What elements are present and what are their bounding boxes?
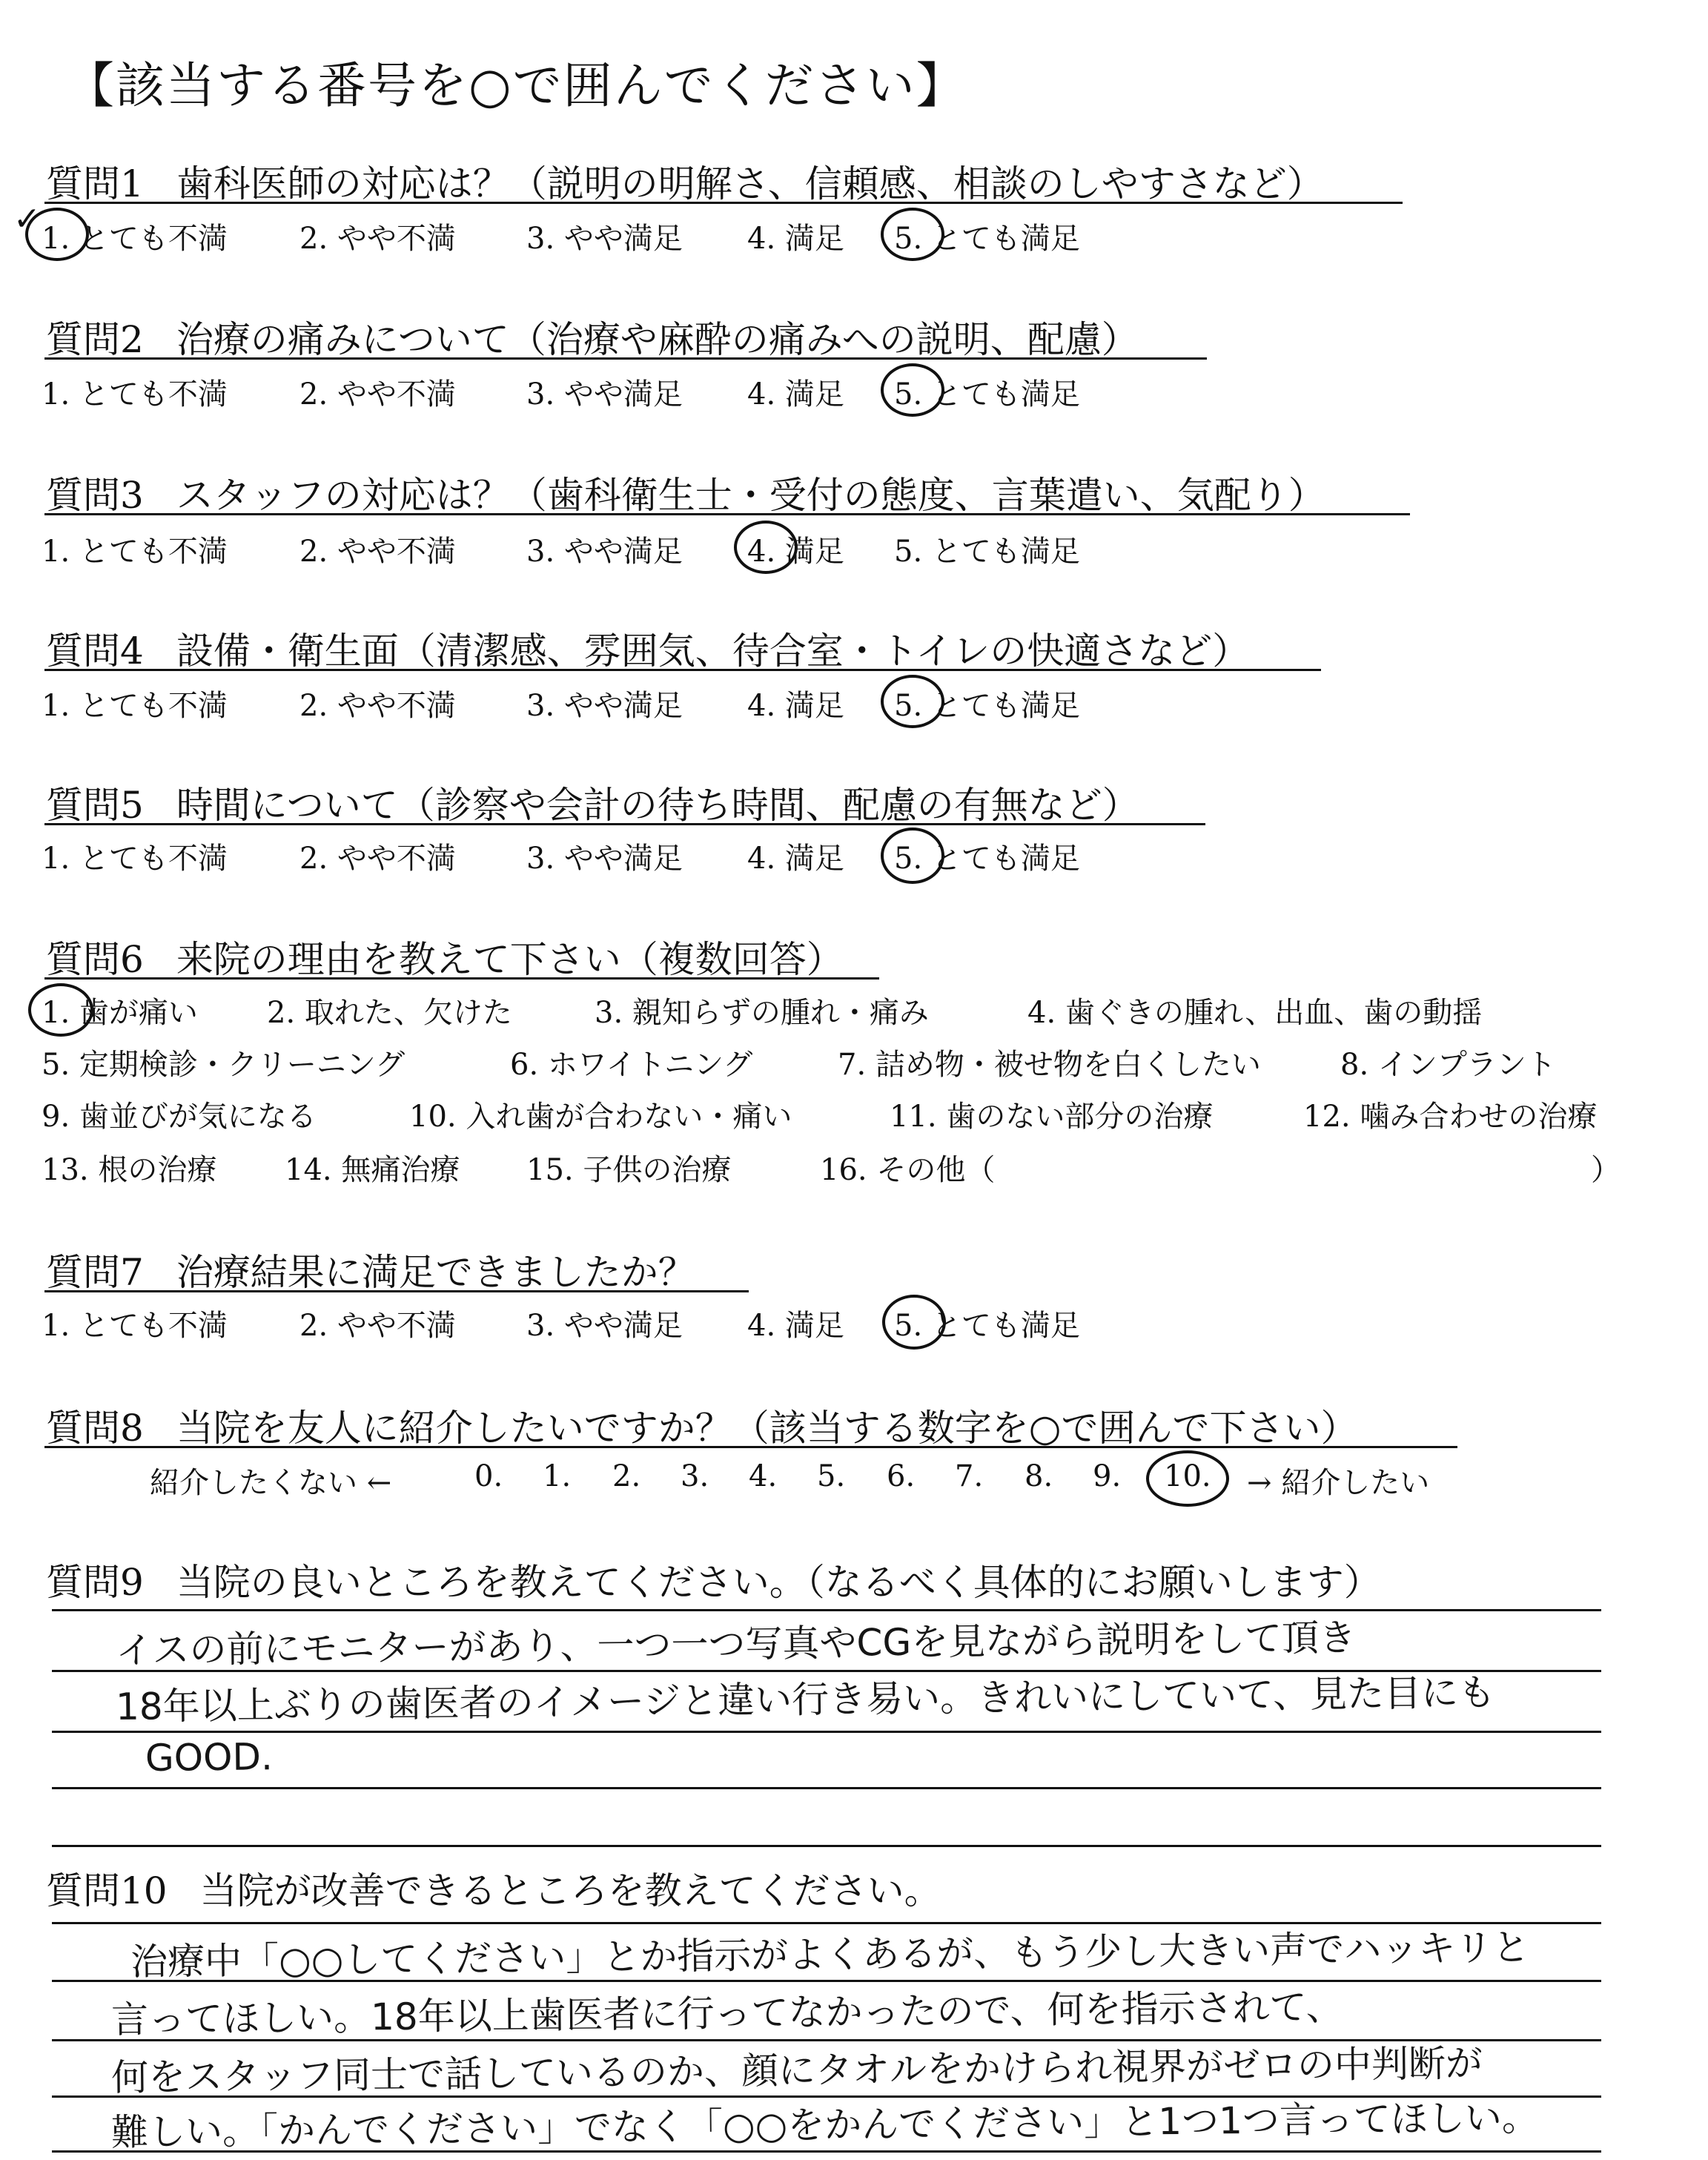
question-5-text: 時間について（診察や会計の待ち時間、配慮の有無など） [176, 784, 1139, 827]
question-8-text: 当院を友人に紹介したいですか？（該当する数字を○で囲んで下さい） [176, 1407, 1358, 1450]
q3-circle-4 [734, 521, 798, 574]
question-4-text: 設備・衛生面（清潔感、雰囲気、待合室・トイレの快適さなど） [176, 630, 1250, 673]
q2-option-1[interactable]: 1. とても不満 [42, 377, 228, 412]
q1-option-3[interactable]: 3. やや満足 [526, 222, 683, 256]
q5-option-5[interactable]: 5. とても満足 [894, 842, 1080, 876]
q1-circle-1 [25, 208, 89, 261]
question-8-underline [44, 1446, 1457, 1448]
q6-option-1[interactable]: 1. 歯が痛い [42, 996, 198, 1030]
q9-answer-line-1 [52, 1609, 1601, 1611]
question-7-label: 質問7 [46, 1251, 144, 1294]
q4-option-4[interactable]: 4. 満足 [747, 689, 844, 723]
question-4-heading [46, 621, 1249, 675]
q1-option-4[interactable]: 4. 満足 [747, 222, 844, 256]
q6-option-14[interactable]: 14. 無痛治療 [285, 1153, 460, 1187]
question-8-heading [46, 1398, 1357, 1452]
question-9-heading [46, 1553, 1381, 1606]
question-5-underline [44, 823, 1205, 825]
q1-option-1[interactable]: 1. とても不満 [42, 222, 228, 256]
q8-scale-1[interactable]: 1. [543, 1459, 572, 1493]
question-8-label: 質問8 [46, 1407, 144, 1450]
q9-answer-text-2[interactable]: 18年以上ぶりの歯医者のイメージと違い行き易い。きれいにしていて、見た目にも [115, 1671, 1496, 1728]
question-10-text: 当院が改善できるところを教えてください。 [199, 1869, 941, 1912]
q8-scale-2[interactable]: 2. [612, 1459, 641, 1493]
q8-scale-0[interactable]: 0. [474, 1459, 503, 1493]
q8-scale-9[interactable]: 9. [1093, 1459, 1122, 1493]
q6-option-4[interactable]: 4. 歯ぐきの腫れ、出血、歯の動揺 [1027, 996, 1483, 1030]
q2-option-2[interactable]: 2. やや不満 [299, 377, 456, 412]
q8-scale-4[interactable]: 4. [749, 1459, 778, 1493]
q3-option-5[interactable]: 5. とても満足 [894, 535, 1080, 569]
q3-option-1[interactable]: 1. とても不満 [42, 535, 228, 569]
question-6-underline [44, 977, 879, 980]
q8-right-label: → 紹介したい [1247, 1466, 1430, 1500]
q7-option-5[interactable]: 5. とても満足 [894, 1309, 1080, 1343]
question-1-label: 質問1 [46, 162, 144, 205]
q1-circle-5 [881, 208, 944, 261]
q1-option-2[interactable]: 2. やや不満 [299, 222, 456, 256]
q10-answer-text-4[interactable]: 難しい。「かんでください」でなく「○○をかんでください」と1つ1つ言ってほしい。 [110, 2095, 1540, 2154]
q9-answer-line-3 [52, 1731, 1601, 1733]
question-6-label: 質問6 [46, 938, 144, 981]
q3-option-2[interactable]: 2. やや不満 [299, 535, 456, 569]
q6-option-2[interactable]: 2. 取れた、欠けた [267, 996, 512, 1030]
q8-scale-8[interactable]: 8. [1025, 1459, 1053, 1493]
q7-option-3[interactable]: 3. やや満足 [526, 1309, 683, 1343]
question-2-heading [46, 310, 1139, 363]
question-7-heading [46, 1243, 695, 1296]
q9-answer-text-3[interactable]: GOOD. [145, 1735, 274, 1780]
q6-option-11[interactable]: 11. 歯のない部分の治療 [890, 1100, 1214, 1134]
question-1-heading [46, 154, 1324, 208]
q10-answer-text-1[interactable]: 治療中「○○してください」とか指示がよくあるが、もう少し大きい声でハッキリと [130, 1926, 1530, 1984]
q6-option-16[interactable]: 16. その他（ [820, 1153, 996, 1187]
question-5-heading [46, 776, 1139, 829]
question-4-underline [44, 669, 1321, 671]
q6-option-12[interactable]: 12. 噛み合わせの治療 [1303, 1100, 1598, 1134]
q4-option-3[interactable]: 3. やや満足 [526, 689, 683, 723]
q8-scale-5[interactable]: 5. [817, 1459, 846, 1493]
question-2-label: 質問2 [46, 318, 144, 361]
question-4-label: 質問4 [46, 630, 144, 673]
q6-option-9[interactable]: 9. 歯並びが気になる [42, 1100, 317, 1134]
q3-option-3[interactable]: 3. やや満足 [526, 535, 683, 569]
q9-answer-line-4 [52, 1787, 1601, 1789]
q8-left-label: 紹介したくない ← [150, 1466, 392, 1500]
question-1-underline [44, 202, 1403, 204]
question-3-text: スタッフの対応は？（歯科衛生士・受付の態度、言葉遣い、気配り） [176, 474, 1325, 517]
q5-option-1[interactable]: 1. とても不満 [42, 842, 228, 876]
question-7-underline [44, 1290, 749, 1292]
q7-option-1[interactable]: 1. とても不満 [42, 1309, 228, 1343]
q9-answer-line-5 [52, 1845, 1601, 1847]
question-9-text: 当院の良いところを教えてください。（なるべく具体的にお願いします） [176, 1561, 1381, 1604]
q6-other-close-paren: ） [1591, 1153, 1621, 1187]
q4-option-1[interactable]: 1. とても不満 [42, 689, 228, 723]
question-10-label: 質問10 [46, 1869, 168, 1912]
q2-option-3[interactable]: 3. やや満足 [526, 377, 683, 412]
q8-scale-7[interactable]: 7. [955, 1459, 984, 1493]
page-title: 【該当する番号を○で囲んでください】 [65, 57, 967, 114]
q8-scale-6[interactable]: 6. [887, 1459, 916, 1493]
question-3-underline [44, 513, 1410, 515]
q3-option-4[interactable]: 4. 満足 [747, 535, 844, 569]
q4-option-2[interactable]: 2. やや不満 [299, 689, 456, 723]
question-3-label: 質問3 [46, 474, 144, 517]
q9-answer-text-1[interactable]: イスの前にモニターがあり、一つ一つ写真やCGを見ながら説明をして頂き [115, 1616, 1357, 1672]
q8-circle-10 [1146, 1450, 1229, 1507]
q6-option-8[interactable]: 8. インプラント [1340, 1048, 1556, 1082]
question-10-heading [46, 1861, 941, 1915]
q1-option-5[interactable]: 5. とても満足 [894, 222, 1080, 256]
check-mark-icon: ✓ [13, 200, 41, 238]
q4-circle-5 [881, 675, 944, 728]
q6-option-5[interactable]: 5. 定期検診・クリーニング [42, 1048, 406, 1082]
q6-circle-1 [28, 983, 93, 1037]
q6-option-13[interactable]: 13. 根の治療 [42, 1153, 217, 1187]
q5-circle-5 [881, 828, 944, 884]
q5-option-2[interactable]: 2. やや不満 [299, 842, 456, 876]
question-6-text: 来院の理由を教えて下さい（複数回答） [176, 938, 844, 981]
q8-scale-10[interactable]: 10. [1164, 1459, 1211, 1493]
q4-option-5[interactable]: 5. とても満足 [894, 689, 1080, 723]
question-9-label: 質問9 [46, 1561, 144, 1604]
question-3-heading [46, 466, 1325, 519]
q6-option-7[interactable]: 7. 詰め物・被せ物を白くしたい [838, 1048, 1261, 1082]
q6-option-10[interactable]: 10. 入れ歯が合わない・痛い [409, 1100, 792, 1134]
question-2-text: 治療の痛みについて（治療や麻酔の痛みへの説明、配慮） [176, 318, 1139, 361]
q8-scale-3[interactable]: 3. [681, 1459, 709, 1493]
q10-answer-text-2[interactable]: 言ってほしい。18年以上歯医者に行ってなかったので、何を指示されて、 [110, 1985, 1343, 2041]
question-1-text: 歯科医師の対応は？（説明の明解さ、信頼感、相談のしやすさなど） [176, 162, 1324, 205]
question-2-underline [44, 357, 1207, 360]
q6-option-3[interactable]: 3. 親知らずの腫れ・痛み [595, 996, 929, 1030]
q5-option-3[interactable]: 3. やや満足 [526, 842, 683, 876]
q7-option-2[interactable]: 2. やや不満 [299, 1309, 456, 1343]
q7-circle-5 [882, 1295, 946, 1350]
question-5-label: 質問5 [46, 784, 144, 827]
q7-option-4[interactable]: 4. 満足 [747, 1309, 844, 1343]
q6-option-15[interactable]: 15. 子供の治療 [526, 1153, 732, 1187]
question-7-text: 治療結果に満足できましたか？ [176, 1251, 695, 1294]
q10-answer-text-3[interactable]: 何をスタッフ同士で話しているのか、顔にタオルをかけられ視界がゼロの中判断が [110, 2041, 1483, 2099]
q6-option-6[interactable]: 6. ホワイトニング [510, 1048, 753, 1082]
q2-option-5[interactable]: 5. とても満足 [894, 377, 1080, 412]
q2-option-4[interactable]: 4. 満足 [747, 377, 844, 412]
q5-option-4[interactable]: 4. 満足 [747, 842, 844, 876]
question-6-heading [46, 930, 844, 983]
q2-circle-5 [881, 363, 944, 417]
